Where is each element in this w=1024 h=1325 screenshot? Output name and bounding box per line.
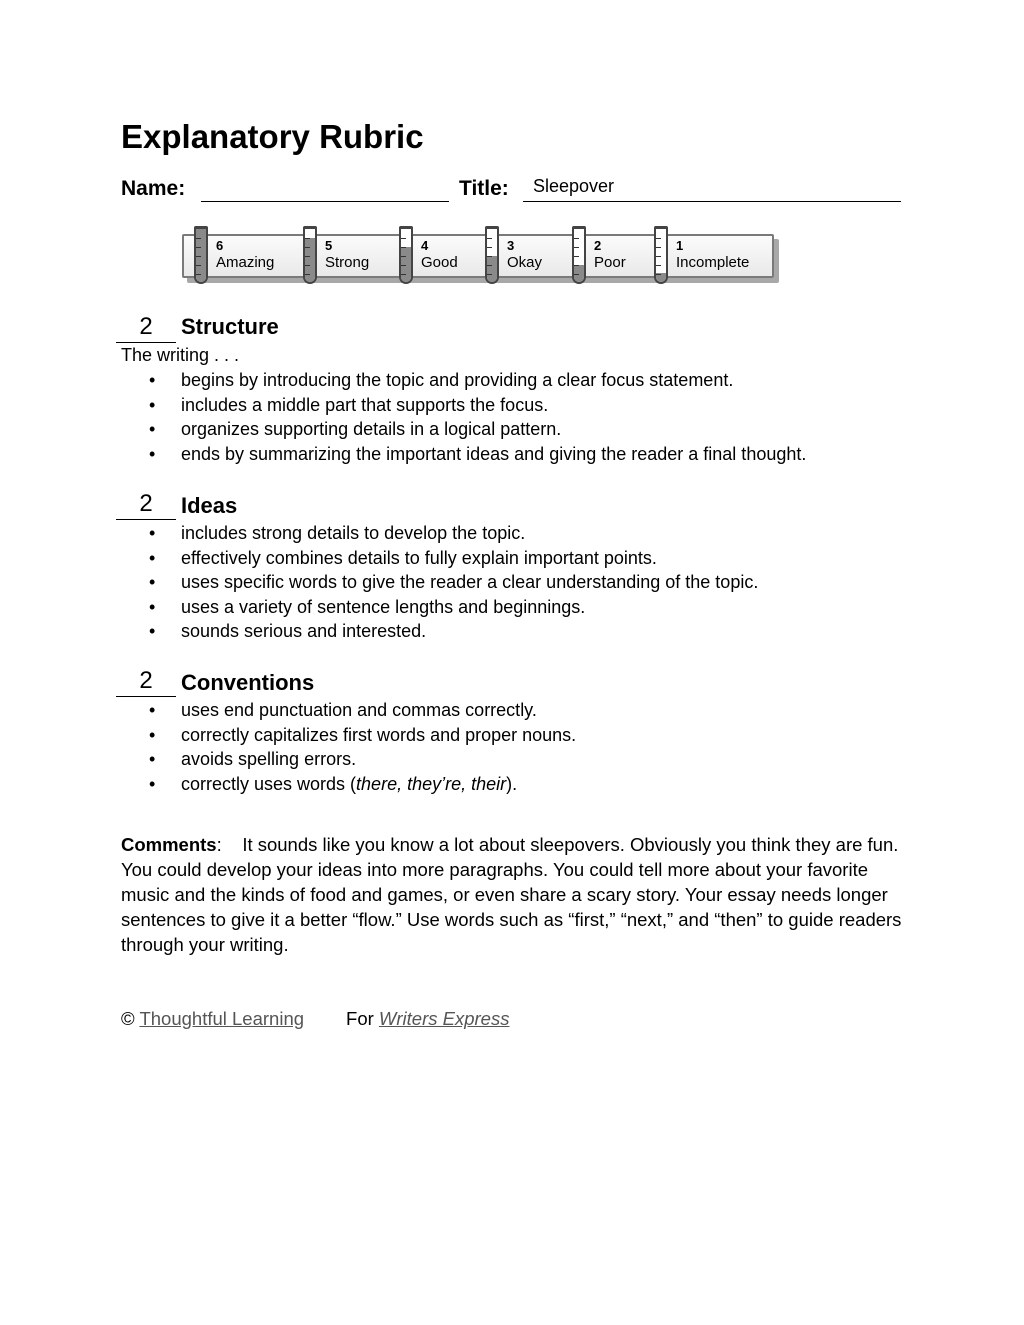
thermometer-tick xyxy=(574,265,579,266)
thermometer-tick xyxy=(574,256,579,257)
scale-label-incomplete: Incomplete xyxy=(676,254,750,271)
thermometer-tick xyxy=(487,238,492,239)
structure-heading: Structure xyxy=(181,314,279,339)
list-item: • includes strong details to develop the topic. xyxy=(0,521,758,546)
word-usage-examples: there, they’re, their xyxy=(356,773,507,794)
scale-label-okay: Okay xyxy=(507,254,543,271)
list-item: • organizes supporting details in a logical pattern. xyxy=(0,417,806,442)
ideas-criteria-list xyxy=(0,521,758,644)
for-text: For xyxy=(346,1008,374,1029)
thermometer-tick xyxy=(305,265,310,266)
ideas-score[interactable]: 2 xyxy=(139,490,153,517)
thermometer-tick xyxy=(574,238,579,239)
comments-colon: : xyxy=(216,834,243,855)
list-item: • begins by introducing the topic and providing a clear focus statement. xyxy=(0,368,806,393)
thermometer-tick xyxy=(305,238,310,239)
thermometer-tick xyxy=(656,256,661,257)
thermometer-icon-4 xyxy=(399,226,413,284)
thermometer-tick xyxy=(656,265,661,266)
list-item: • uses end punctuation and commas correctly. xyxy=(0,698,576,723)
list-item: • correctly capitalizes first words and proper nouns. xyxy=(0,723,576,748)
structure-criteria-list xyxy=(0,368,806,466)
thermometer-icon-3 xyxy=(485,226,499,284)
word-usage-suffix: ). xyxy=(506,773,518,794)
conventions-criteria-list xyxy=(0,698,576,796)
thermometer-tick xyxy=(305,256,310,257)
structure-intro: The writing . . . xyxy=(121,345,240,365)
scale-number-1: 1 xyxy=(676,238,684,253)
structure-score-line xyxy=(116,342,176,343)
title-label: Title: xyxy=(459,177,509,200)
thermometer-tick xyxy=(196,256,201,257)
comments-label: Comments xyxy=(121,834,217,855)
thermometer-tick xyxy=(656,247,661,248)
thoughtful-learning-link[interactable]: Thoughtful Learning xyxy=(139,1008,305,1029)
writers-express-link[interactable]: Writers Express xyxy=(378,1008,510,1029)
thermometer-tick xyxy=(196,238,201,239)
thermometer-tick xyxy=(401,256,406,257)
list-item: • sounds serious and interested. xyxy=(0,619,758,644)
comments-block xyxy=(121,832,911,957)
scale-label-strong: Strong xyxy=(325,254,370,271)
thermometer-tick xyxy=(401,265,406,266)
thermometer-tick xyxy=(305,274,310,275)
scale-number-4: 4 xyxy=(421,238,429,253)
thermometer-tick xyxy=(196,247,201,248)
name-label: Name: xyxy=(121,177,186,200)
title-value: Sleepover xyxy=(533,176,615,196)
thermometer-tick xyxy=(196,274,201,275)
thermometer-tick xyxy=(305,247,310,248)
title-field[interactable] xyxy=(523,201,901,202)
thermometer-tick xyxy=(487,274,492,275)
scale-label-amazing: Amazing xyxy=(216,254,275,271)
list-item: • effectively combines details to fully explain important points. xyxy=(0,546,758,571)
thermometer-tick xyxy=(487,265,492,266)
thermometer-tick xyxy=(656,274,661,275)
thermometer-tick xyxy=(196,265,201,266)
thermometer-tick xyxy=(487,247,492,248)
thermometer-tick xyxy=(401,247,406,248)
thermometer-tick xyxy=(487,256,492,257)
thermometer-icon-2 xyxy=(572,226,586,284)
ideas-score-line xyxy=(116,519,176,520)
scale-label-poor: Poor xyxy=(594,254,626,271)
conventions-score-line xyxy=(116,696,176,697)
copyright-symbol: © xyxy=(121,1008,135,1029)
list-item: • includes a middle part that supports the focus. xyxy=(0,393,806,418)
thermometer-tick xyxy=(574,274,579,275)
scale-number-5: 5 xyxy=(325,238,333,253)
thermometer-icon-1 xyxy=(654,226,668,284)
thermometer-tick xyxy=(401,238,406,239)
conventions-heading: Conventions xyxy=(181,670,315,695)
comments-text: It sounds like you know a lot about sleepovers. Obviously you think they are fun. You could develop your ideas into more paragraphs. You could tell more about your favorite music and the kinds of food and games, or even share a scary story. Your essay needs longer sentences to give it a better “flow.” Use words such as “first,” “next,” and “then” to guide readers through your writing. xyxy=(121,834,902,955)
scale-number-3: 3 xyxy=(507,238,515,253)
list-item: • ends by summarizing the important ideas and giving the reader a final thought. xyxy=(0,442,806,467)
scale-number-6: 6 xyxy=(216,238,224,253)
thermometer-icon-5 xyxy=(303,226,317,284)
scale-label-good: Good xyxy=(421,254,458,271)
thermometer-tick xyxy=(574,247,579,248)
page-title: Explanatory Rubric xyxy=(121,118,424,155)
ideas-heading: Ideas xyxy=(181,493,238,518)
structure-score[interactable]: 2 xyxy=(139,313,153,340)
list-item: • avoids spelling errors. xyxy=(0,747,576,772)
rating-scale xyxy=(180,226,782,290)
list-item: • uses specific words to give the reader a clear understanding of the topic. xyxy=(0,570,758,595)
name-field[interactable] xyxy=(201,201,449,202)
conventions-score[interactable]: 2 xyxy=(139,667,153,694)
thermometer-icon-6 xyxy=(194,226,208,284)
list-item xyxy=(0,772,576,797)
thermometer-tick xyxy=(656,238,661,239)
word-usage-prefix: correctly uses words ( xyxy=(181,773,357,794)
list-item: • uses a variety of sentence lengths and beginnings. xyxy=(0,595,758,620)
footer xyxy=(121,1008,509,1030)
thermometer-tick xyxy=(401,274,406,275)
scale-number-2: 2 xyxy=(594,238,602,253)
